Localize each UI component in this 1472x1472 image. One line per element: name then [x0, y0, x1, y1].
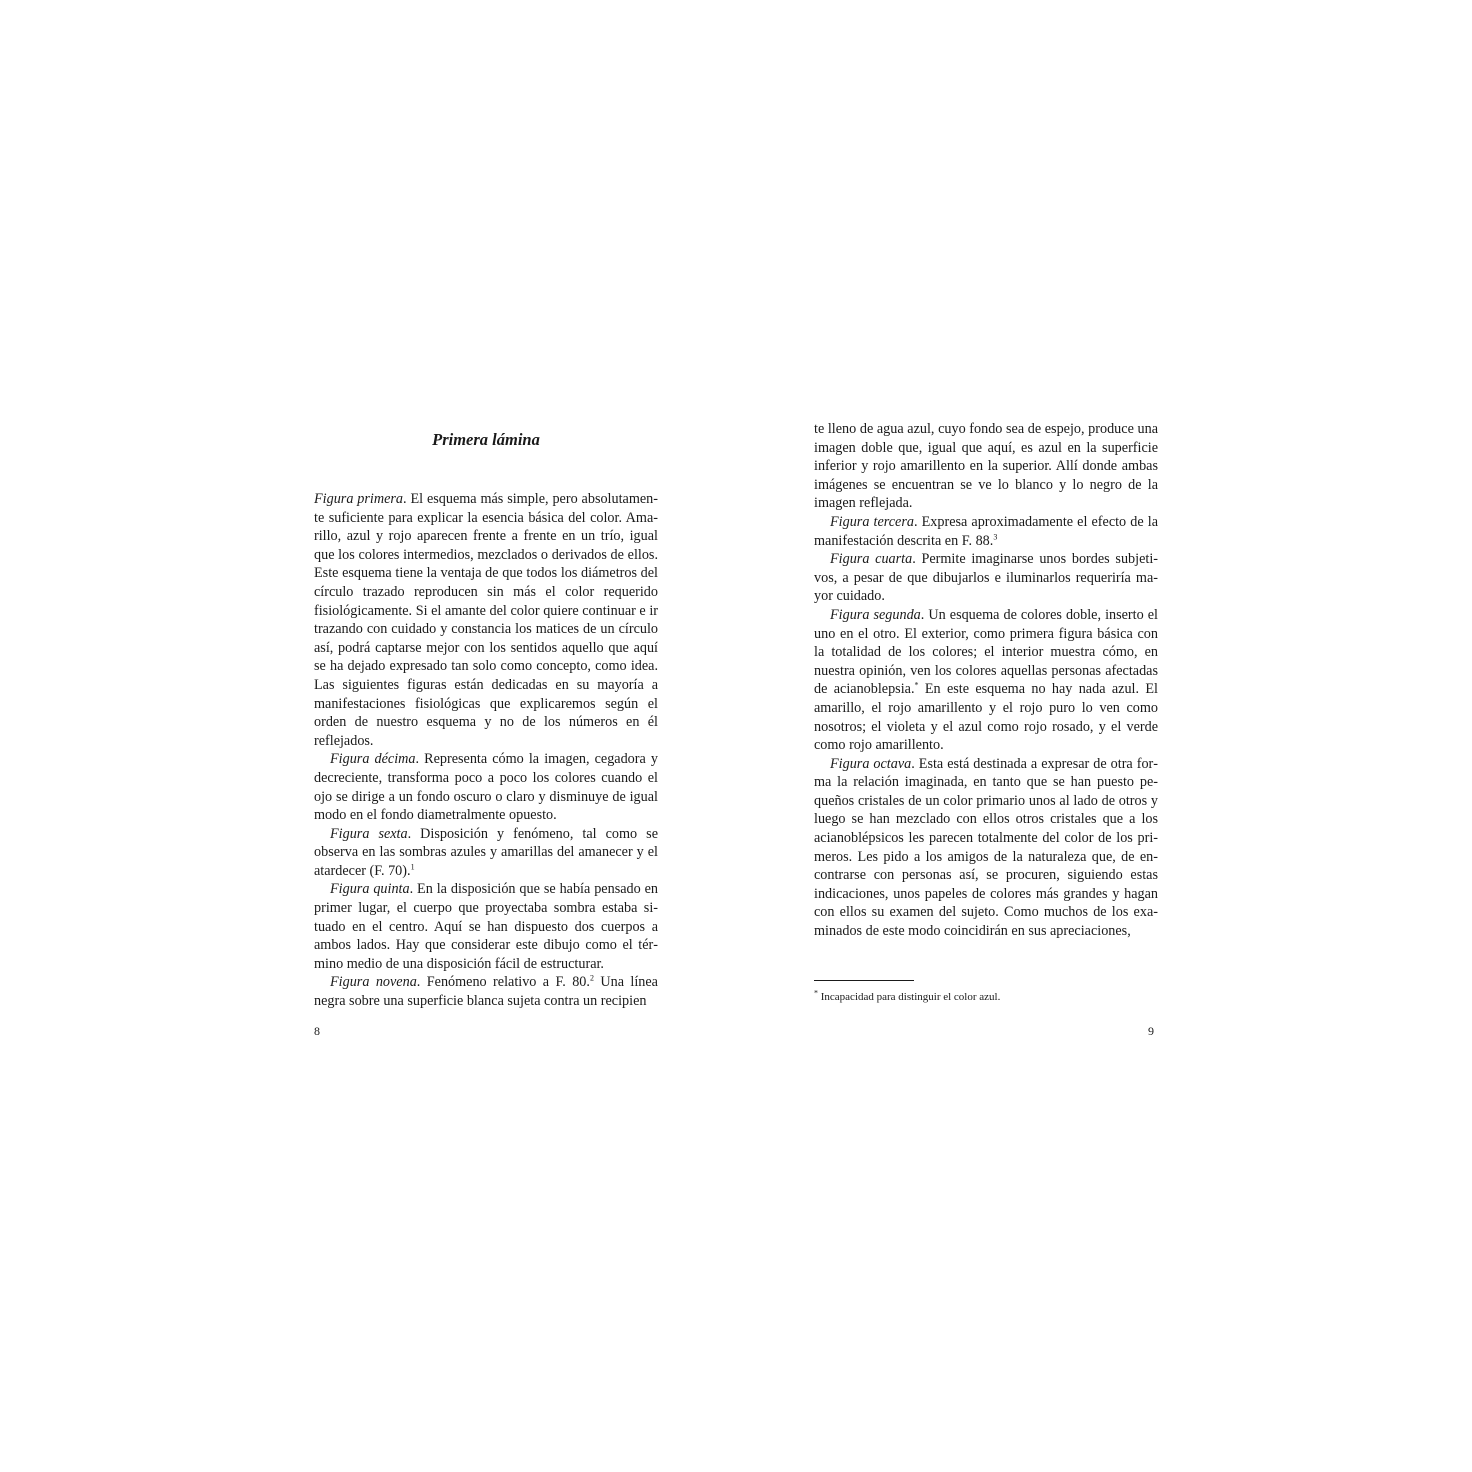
paragraph-figura-decima	[314, 750, 658, 824]
footnote-marker: 2	[589, 973, 594, 983]
paragraph-text: . Fenómeno relativo a F. 80.	[416, 974, 590, 991]
paragraph-figura-tercera	[814, 513, 1158, 550]
figure-lead: Figura quinta	[330, 881, 410, 898]
paragraph-figura-segunda	[814, 606, 1158, 755]
paragraph-figura-octava	[814, 755, 1158, 941]
left-page	[314, 420, 658, 1011]
paragraph-figura-primera	[314, 490, 658, 750]
right-page	[814, 420, 1158, 941]
figure-lead: Figura décima	[330, 751, 416, 768]
figure-lead: Figura novena	[330, 974, 417, 991]
paragraph-text: . Representa cómo la imagen, cegadora y decreciente, transforma poco a poco los colores cuando el ojo se dirige a un fondo oscuro o claro y disminuye de igual modo en el fondo diametralmente opuesto.	[314, 751, 658, 824]
paragraph-figura-novena	[314, 973, 658, 1010]
paragraph-text: . Permite imaginarse unos bordes subjetivos, a pesar de que dibujarlos e iluminarlos requeriría mayor cuidado.	[814, 551, 1158, 605]
paragraph-figura-quinta	[314, 880, 658, 973]
paragraph-figura-sexta	[314, 825, 658, 881]
figure-lead: Figura cuarta	[830, 551, 913, 568]
footnote-rule	[814, 980, 914, 981]
page-number-left: 8	[314, 1024, 320, 1038]
footnote-marker: *	[914, 680, 919, 690]
figure-lead: Figura tercera	[830, 513, 914, 530]
paragraph-text: . El esquema más simple, pero absolutamente suficiente para explicar la esencia básica del color. Amarillo, azul y rojo aparecen frente a frente en un trío, igual que los colores intermedios, mezclados o derivados de ellos. Este esquema tiene la ventaja de que todos los diámetros del círculo trazado reproducen sin más el color requerido fisiológicamente. Si el amante del color quiere continuar e ir trazando con cuidado y constancia los matices de un círculo así, podrá captarse mejor con los sentidos aquello que aquí se ha dejado expresado tan solo como concepto, como idea. Las siguientes figuras están dedicadas en su mayoría a manifestaciones fisiológicas que explicaremos según el orden de nuestro esquema y no de los números en él reflejados.	[314, 491, 658, 749]
footnote-marker: 1	[410, 862, 415, 872]
paragraph-text: . En la disposición que se había pensado en primer lugar, el cuerpo que proyectaba sombra estaba situado en el centro. Aquí se han dispuesto dos cuerpos a ambos lados. Hay que considerar este dibujo como el término medio de una disposición fácil de estructurar.	[314, 881, 658, 972]
footnote	[814, 990, 1158, 1004]
page-number-right: 9	[1148, 1024, 1154, 1038]
figure-lead: Figura primera	[314, 491, 404, 507]
figure-lead: Figura sexta	[330, 825, 408, 842]
paragraph-text: . Disposición y fenómeno, tal como se observa en las sombras azules y amarillas del amanecer y el atardecer (F. 70).	[314, 825, 658, 879]
footnote-marker: *	[814, 988, 818, 998]
paragraph-figura-cuarta	[814, 550, 1158, 606]
paragraph-text-tail: Una línea negra sobre una superficie blanca sujeta contra un recipien	[314, 974, 658, 1010]
paragraph-text: . Esta está destinada a expresar de otra forma la relación imaginada, en tanto que se han puesto pequeños cristales de un color primario unos al lado de otros y luego se han mezclado con ellos otros cristales que a los acianoblépsicos les parecen totalmente del color de los primeros. Les pido a los amigos de la naturaleza que, de encontrarse con personas así, se procuren, siguiendo estas indicaciones, unos papeles de colores más grandes y hagan con ellos su examen del sujeto. Como muchos de los examinados de este modo coincidirán en sus apreciaciones,	[814, 755, 1158, 940]
footnote-marker: 3	[993, 531, 998, 541]
paragraph-text-tail: En este esquema no hay nada azul. El amarillo, el rojo amarillento y el rojo puro lo ven como nosotros; el violeta y el azul como rojo rosado, y el verde como rojo amarillento.	[814, 681, 1158, 754]
footnote-text: Incapacidad para distinguir el color azul.	[818, 991, 1001, 1003]
chapter-title: Primera lámina	[432, 430, 540, 449]
paragraph-continued: te lleno de agua azul, cuyo fondo sea de espejo, produce una imagen doble que, igual que aquí, es azul en la superficie inferior y rojo amarillento en la superior. Allí donde ambas imágenes se encuentran se ve lo blanco y lo negro de la imagen reflejada.	[814, 421, 1158, 512]
figure-lead: Figura segunda	[830, 606, 921, 623]
paragraph-text: . Expresa aproximadamente el efecto de la manifestación descrita en F. 88.	[814, 513, 1158, 549]
paragraph-text: . Un esquema de colores doble, inserto el uno en el otro. El exterior, como primera figura básica con la totalidad de los colores; el interior muestra cómo, en nuestra opinión, ven los colores aquellas personas afectadas de acianoblepsia.	[814, 606, 1158, 698]
figure-lead: Figura octava	[830, 755, 912, 772]
